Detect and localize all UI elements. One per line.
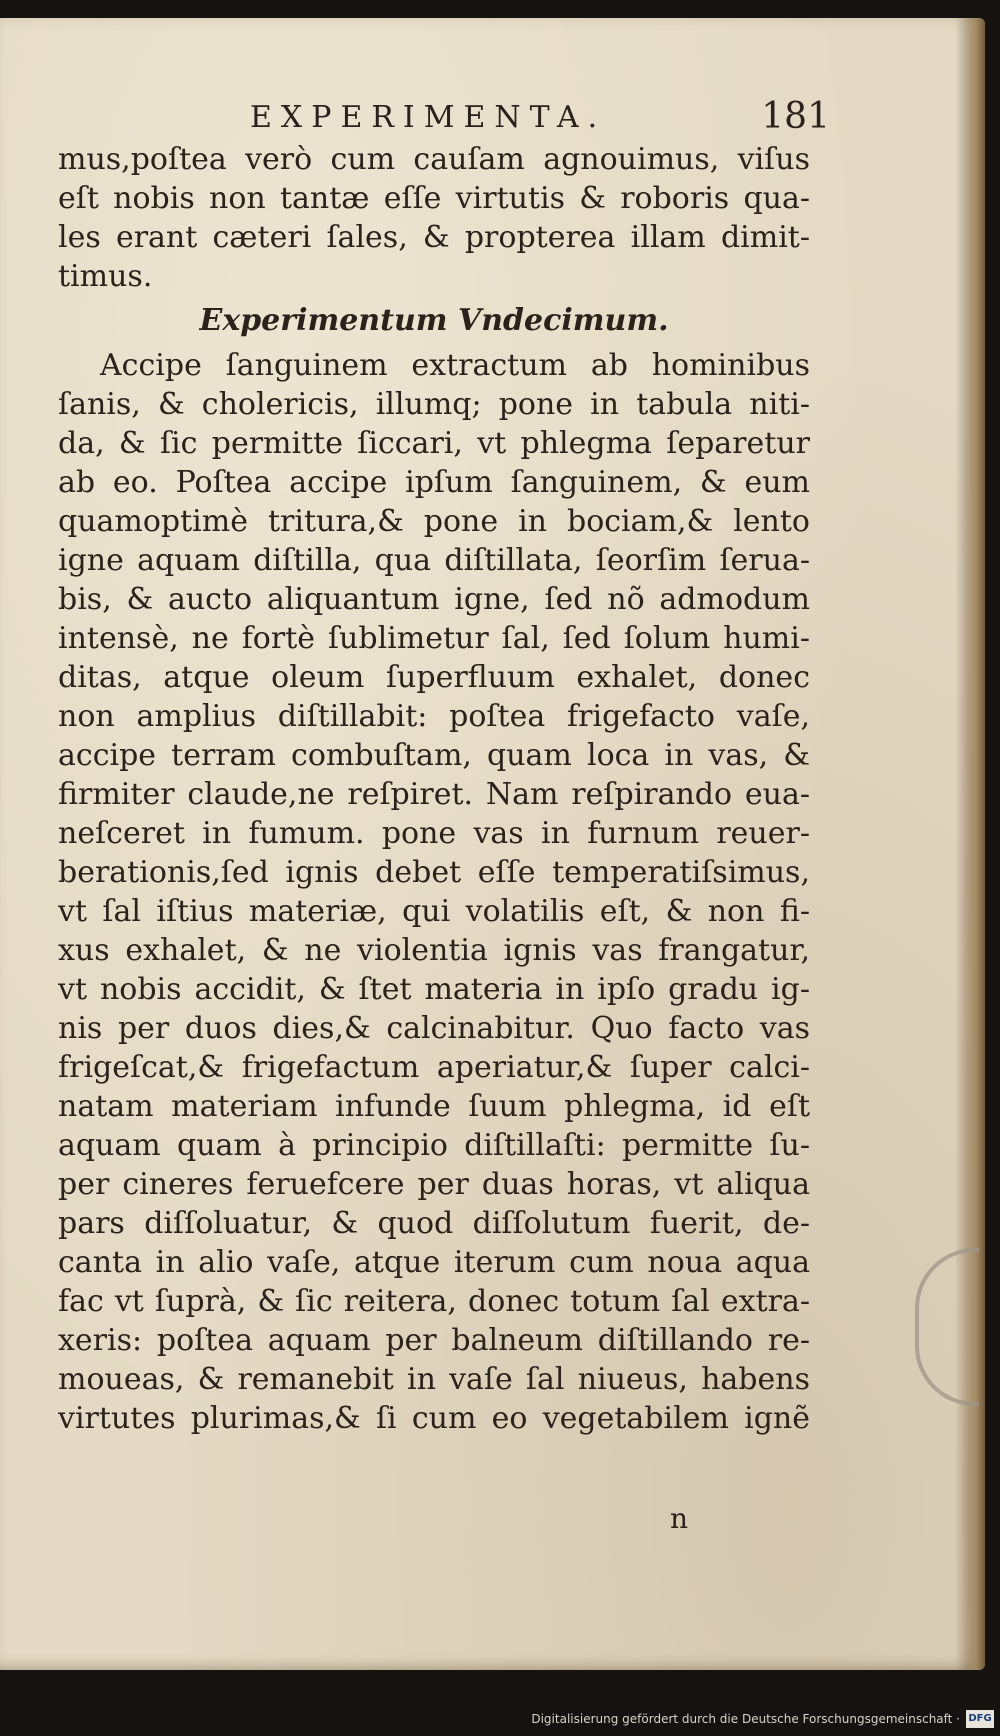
- catchword: n: [670, 1502, 689, 1535]
- text-line: ditas, atque oleum ſuperfluum exhalet, donec: [58, 660, 810, 695]
- text-line: mus,poſtea verò cum cauſam agnouimus, viſus: [58, 142, 810, 177]
- page-clip-outline: [915, 1248, 979, 1406]
- text-line: virtutes plurimas,& ſi cum eo vegetabilem ignẽ: [58, 1401, 810, 1436]
- text-line: igne aquam diſtilla, qua diſtillata, ſeorſim ſerua-: [58, 543, 810, 578]
- text-line: pars diſſoluatur, & quod diſſolutum fuerit, de-: [58, 1206, 810, 1241]
- text-line: neſceret in fumum. pone vas in furnum reuer-: [58, 816, 810, 851]
- dfg-logo-icon: DFG: [966, 1710, 994, 1728]
- body-text: [58, 140, 810, 1438]
- book-page: [0, 18, 985, 1670]
- text-line: bis, & aucto aliquantum igne, ſed nõ admodum: [58, 582, 810, 617]
- text-line: fac vt ſuprà, & ſic reitera, donec totum ſal extra-: [58, 1284, 810, 1319]
- text-line: canta in alio vaſe, atque iterum cum noua aqua: [58, 1245, 810, 1280]
- text-line: vt ſal iſtius materiæ, qui volatilis eſt, & non fi-: [58, 894, 810, 929]
- text-line: eſt nobis non tantæ eſſe virtutis & roboris qua-: [58, 181, 810, 216]
- text-line: xus exhalet, & ne violentia ignis vas frangatur,: [58, 933, 810, 968]
- text-line: Accipe ſanguinem extractum ab hominibus: [100, 348, 810, 383]
- text-line: moueas, & remanebit in vaſe ſal niueus, habens: [58, 1362, 810, 1397]
- text-line: non amplius diſtillabit: poſtea frigefacto vaſe,: [58, 699, 810, 734]
- text-line: ſanis, & cholericis, illumq; pone in tabula niti-: [58, 387, 810, 422]
- text-line: intensè, ne fortè ſublimetur ſal, ſed ſolum humi-: [58, 621, 810, 656]
- text-line: per cineres feruefcere per duas horas, vt aliqua: [58, 1167, 810, 1202]
- text-line: xeris: poſtea aquam per balneum diſtillando re-: [58, 1323, 810, 1358]
- running-head: EXPERIMENTA.: [250, 100, 607, 135]
- digitization-footer: [0, 1706, 1000, 1736]
- text-line: firmiter claude,ne reſpiret. Nam reſpirando eua-: [58, 777, 810, 812]
- text-line: da, & ſic permitte ſiccari, vt phlegma ſeparetur: [58, 426, 810, 461]
- funding-note: Digitalisierung gefördert durch die Deutsche Forschungsgemeinschaft ·: [531, 1712, 960, 1726]
- text-line: nis per duos dies,& calcinabitur. Quo facto vas: [58, 1011, 810, 1046]
- page-number: 181: [761, 96, 830, 137]
- page-header: [60, 96, 830, 140]
- text-line: berationis,ſed ignis debet eſſe temperatiſsimus,: [58, 855, 810, 890]
- text-line: accipe terram combuſtam, quam loca in vas, &: [58, 738, 810, 773]
- text-line: quamoptimè tritura,& pone in bociam,& lento: [58, 504, 810, 539]
- text-line: natam materiam infunde ſuum phlegma, id eſt: [58, 1089, 810, 1124]
- text-line: aquam quam à principio diſtillaſti: permitte ſu-: [58, 1128, 810, 1163]
- text-line: vt nobis accidit, & ſtet materia in ipſo gradu ig-: [58, 972, 810, 1007]
- text-line: timus.: [58, 259, 153, 294]
- text-line: ab eo. Poſtea accipe ipſum ſanguinem, & eum: [58, 465, 810, 500]
- page-edge-shadow: [955, 18, 985, 1670]
- section-title: Experimentum Vndecimum.: [199, 303, 669, 338]
- text-line: frigeſcat,& frigefactum aperiatur,& ſuper calci-: [58, 1050, 810, 1085]
- text-line: les erant cæteri ſales, & propterea illam dimit-: [58, 220, 810, 255]
